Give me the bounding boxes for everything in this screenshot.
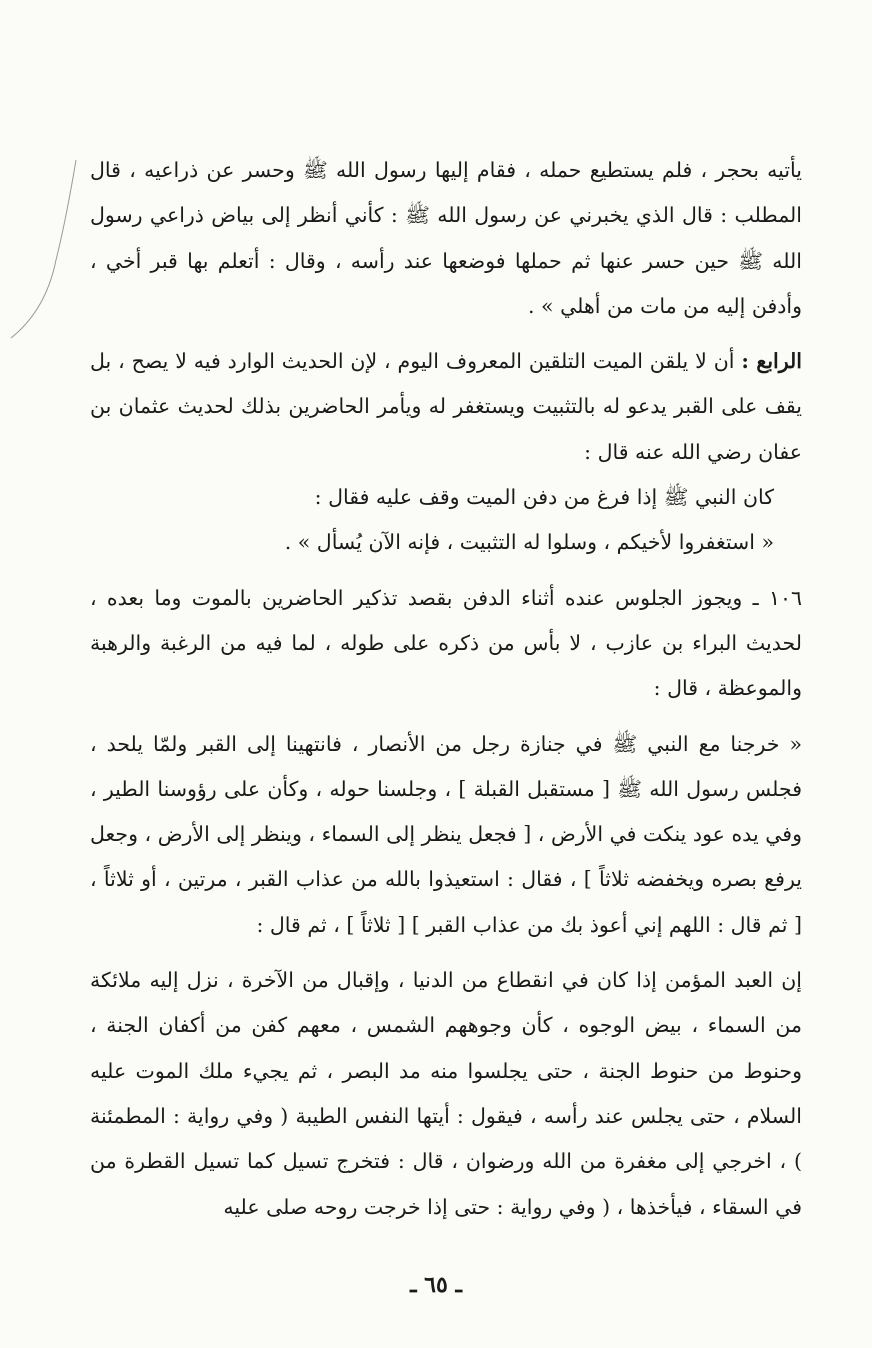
hadith-intro: كان النبي ﷺ إذا فرغ من دفن الميت وقف عليه فقال : <box>314 485 774 510</box>
paragraph-2-text: أن لا يلقن الميت التلقين المعروف اليوم ، لإن الحديث الوارد فيه لا يصح ، بل يقف على القبر يدعو له بالتثبيت ويستغفر له ويأمر الحاضرين بذلك لحديث عثمان بن عفان رضي الله عنه قال : <box>90 349 802 464</box>
paragraph-106: ١٠٦ ـ ويجوز الجلوس عنده أثناء الدفن بقصد تذكير الحاضرين بالموت وما بعده ، لحديث البراء بن عازب ، لا بأس من ذكره على طوله ، لما فيه من الرغبة والرهبة والموعظة ، قال : <box>90 585 802 701</box>
paragraph-2 <box>90 339 802 475</box>
paragraph-believer: إن العبد المؤمن إذا كان في انقطاع من الدنيا ، وإقبال من الآخرة ، نزل إليه ملائكة من السماء ، بيض الوجوه ، كأن وجوههم الشمس ، معهم كفن من أكفان الجنة ، وحنوط من حنوط الجنة ، حتى يجلسوا منه مد البصر ، ثم يجيء ملك الموت عليه السلام ، حتى يجلس عند رأسه ، فيقول : أيتها النفس الطيبة ( وفي رواية : المطمئنة ) ، اخرجي إلى مغفرة من الله ورضوان ، قال : فتخرج تسيل كما تسيل القطرة من في السقاء ، فيأخذها ، ( وفي رواية : حتى إذا خرجت روحه صلى عليه <box>90 968 802 1219</box>
section-label: الرابع : <box>741 349 802 374</box>
text-body <box>90 148 802 1230</box>
margin-pen-stroke <box>6 160 86 340</box>
paragraph-1: يأتيه بحجر ، فلم يستطيع حمله ، فقام إليها رسول الله ﷺ وحسر عن ذراعيه ، قال المطلب : قال الذي يخبرني عن رسول الله ﷺ : كأني أنظر إلى بياض ذراعي رسول الله ﷺ حين حسر عنها ثم حملها فوضعها عند رأسه ، وقال : أتعلم بها قبر أخي ، وأدفن إليه من مات من أهلي » . <box>90 158 802 318</box>
paragraph-hadith-bara: « خرجنا مع النبي ﷺ في جنازة رجل من الأنصار ، فانتهينا إلى القبر ولمّا يلحد ، فجلس رسول الله ﷺ [ مستقبل القبلة ] ، وجلسنا حوله ، وكأن على رؤوسنا الطير ، وفي يده عود ينكت في الأرض ، [ فجعل ينظر إلى السماء ، وينظر إلى الأرض ، وجعل يرفع بصره ويخفضه ثلاثاً ] ، فقال : استعيذوا بالله من عذاب القبر ، مرتين ، أو ثلاثاً ، [ ثم قال : اللهم إني أعوذ بك من عذاب القبر ] [ ثلاثاً ] ، ثم قال : <box>90 731 802 937</box>
hadith-quote: « استغفروا لأخيكم ، وسلوا له التثبيت ، فإنه الآن يُسأل » . <box>284 530 774 555</box>
page-number: ـ ٦٥ ـ <box>410 1272 462 1298</box>
